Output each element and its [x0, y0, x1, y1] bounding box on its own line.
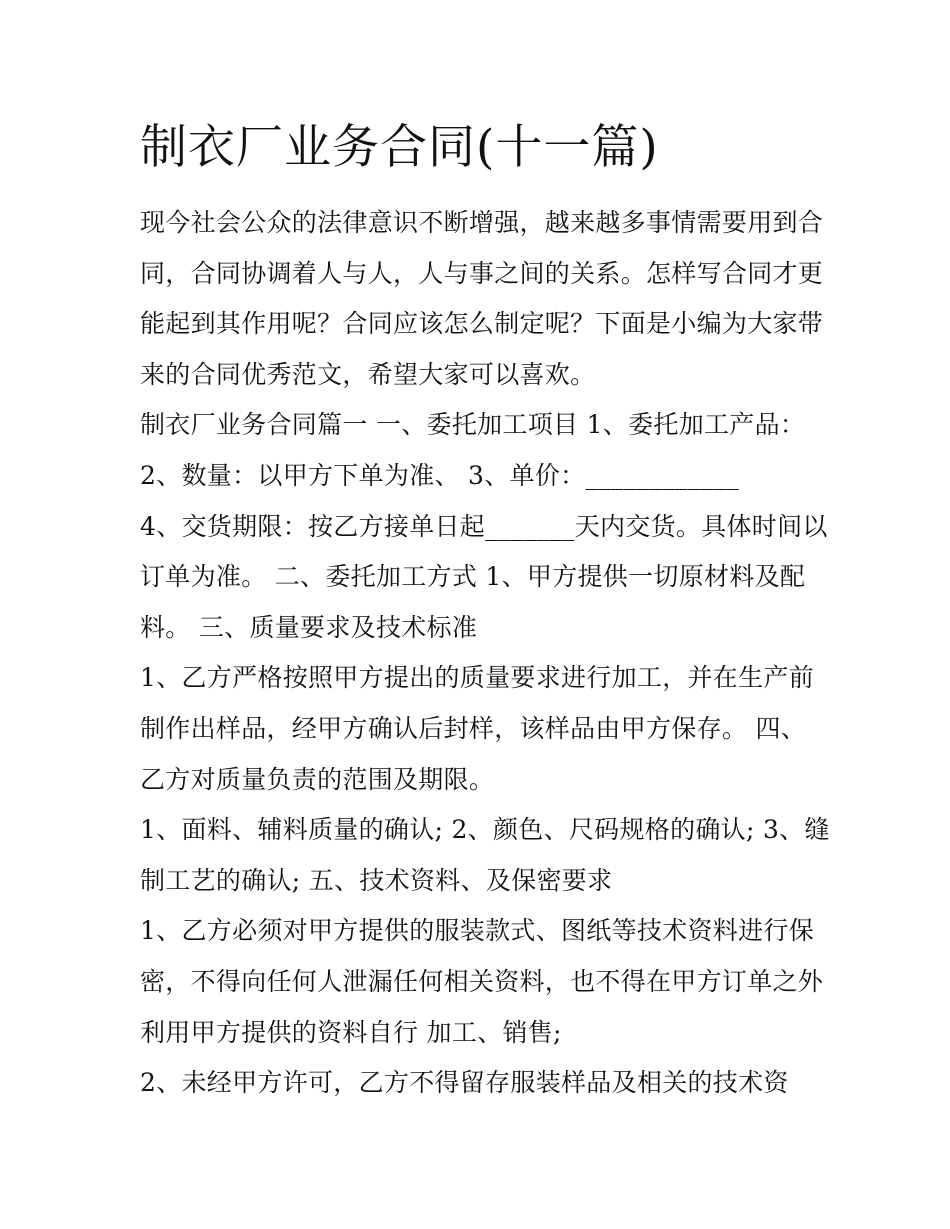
- text-line: 能起到其作用呢？合同应该怎么制定呢？下面是小编为大家带: [140, 309, 824, 339]
- text-line: 4、交货期限：按乙方接单日起_______天内交货。具体时间以: [140, 511, 828, 541]
- text-line: 制工艺的确认; 五、技术资料、及保密要求: [140, 865, 613, 895]
- text-line: 1、乙方必须对甲方提供的服装款式、图纸等技术资料进行保: [140, 916, 815, 946]
- paragraph-intro: [140, 198, 830, 400]
- paragraph-samples: [140, 1058, 830, 1109]
- text-line: 料。 三、质量要求及技术标准: [140, 612, 478, 642]
- paragraph-section-1: [140, 400, 830, 451]
- paragraph-confidentiality: [140, 906, 830, 1058]
- paragraph-confirmation: [140, 805, 830, 906]
- paragraph-quantity-price: [140, 451, 830, 502]
- text-line: 利用甲方提供的资料自行 加工、销售;: [140, 1017, 562, 1047]
- text-line: 制衣厂业务合同篇一 一、委托加工项目 1、委托加工产品：: [140, 410, 806, 440]
- text-line: 现今社会公众的法律意识不断增强，越来越多事情需要用到合: [140, 208, 824, 237]
- text-line: 制作出样品，经甲方确认后封样，该样品由甲方保存。 四、: [140, 713, 807, 743]
- text-line: 同，合同协调着人与人，人与事之间的关系。怎样写合同才更: [140, 258, 824, 288]
- document-page: [140, 112, 830, 1109]
- text-line: 2、数量：以甲方下单为准、 3、单价：____________: [140, 460, 740, 490]
- document-title: 制衣厂业务合同(十一篇): [140, 120, 659, 175]
- text-line: 1、面料、辅料质量的确认; 2、颜色、尺码规格的确认; 3、缝: [140, 815, 830, 845]
- text-line: 密，不得向任何人泄漏任何相关资料，也不得在甲方订单之外: [140, 966, 824, 996]
- paragraph-quality: [140, 653, 830, 805]
- text-line: 1、乙方严格按照甲方提出的质量要求进行加工，并在生产前: [140, 663, 815, 693]
- text-line: 来的合同优秀范文，希望大家可以喜欢。: [140, 359, 596, 389]
- text-line: 2、未经甲方许可，乙方不得留存服装样品及相关的技术资: [140, 1068, 789, 1098]
- text-line: 乙方对质量负责的范围及期限。: [140, 764, 495, 794]
- text-line: 订单为准。 二、委托加工方式 1、甲方提供一切原材料及配: [140, 562, 806, 592]
- paragraph-delivery: [140, 502, 830, 654]
